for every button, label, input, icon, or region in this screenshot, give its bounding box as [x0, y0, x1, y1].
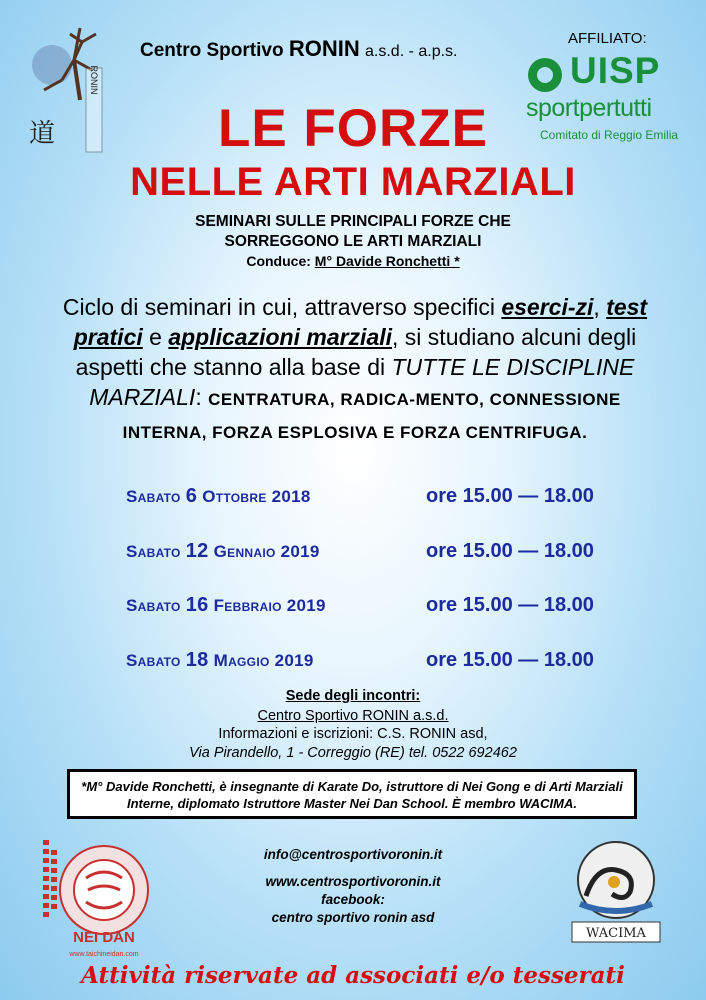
neidan-name: NEI DAN — [73, 929, 135, 946]
intro-italic-discipline: TUTTE LE DISCIPLINE MARZIALI — [89, 354, 635, 410]
contact-email[interactable]: info@centrosportivoronin.it — [263, 847, 443, 862]
intro-text-3: e — [142, 324, 169, 350]
venue-address: Via Pirandello, 1 - Correggio (RE) tel. 0522 692462 — [189, 745, 517, 761]
session-row — [126, 485, 646, 515]
venue-name: Centro Sportivo RONIN a.s.d. — [257, 708, 449, 724]
instructor-bio: *M° Davide Ronchetti, è insegnante di Karate Do, istruttore di Nei Gong e di Arti Marziali Interne, diplomato Istruttore Master Nei Dan School. È membro WACIMA. — [81, 779, 623, 811]
wacima-name: WACIMA — [586, 926, 646, 941]
session-row — [126, 540, 646, 570]
session-time: ore 15.00 — 18.00 — [426, 540, 594, 562]
wacima-logo — [566, 836, 666, 956]
uisp-tagline: sportpertutti — [526, 94, 652, 122]
contact-website[interactable]: www.centrosportivoronin.it — [265, 874, 441, 889]
affiliato-label: AFFILIATO: — [568, 30, 647, 47]
subtitle-line1: SEMINARI SULLE PRINCIPALI FORZE CHE — [195, 213, 511, 230]
organization-name — [140, 36, 540, 62]
intro-text-2: , — [593, 294, 607, 320]
intro-bold-applicazioni: applicazioni marziali — [168, 324, 393, 350]
ronin-vertical-text: RONIN — [89, 65, 99, 95]
facebook-label: facebook: — [321, 892, 385, 907]
intro-paragraph — [50, 292, 660, 448]
venue-info: Informazioni e iscrizioni: C.S. RONIN asd, — [218, 726, 488, 742]
intro-text-4: , si studiano alcuni degli aspetti che stanno alla base di — [75, 324, 637, 380]
dao-kanji: 道 — [28, 119, 56, 149]
org-name: RONIN — [288, 36, 360, 61]
session-time: ore 15.00 — 18.00 — [426, 649, 594, 671]
session-date: Sabato 6 Ottobre 2018 — [126, 485, 311, 507]
venue-title: Sede degli incontri: — [285, 688, 421, 704]
org-suffix: a.s.d. - a.p.s. — [365, 43, 458, 60]
contact-block — [200, 846, 506, 927]
conduce-line — [0, 253, 706, 269]
org-prefix: Centro Sportivo — [140, 40, 284, 61]
title-line1: LE FORZE — [217, 99, 489, 158]
session-row — [126, 594, 646, 624]
neidan-logo — [38, 830, 168, 965]
uisp-committee: Comitato di Reggio Emilia — [540, 128, 679, 142]
subtitle-line2: SORREGGONO LE ARTI MARZIALI — [224, 233, 482, 250]
neidan-url: www.taichineidan.com — [69, 951, 139, 958]
facebook-name: centro sportivo ronin asd — [271, 910, 435, 925]
instructor-bio-box — [67, 769, 637, 819]
conduce-label: Conduce: — [246, 253, 311, 269]
intro-text-5: : — [195, 384, 209, 410]
session-date: Sabato 12 Gennaio 2019 — [126, 540, 320, 562]
session-date: Sabato 18 Maggio 2019 — [126, 649, 314, 671]
uisp-name: UISP — [570, 50, 661, 91]
session-date: Sabato 16 Febbraio 2019 — [126, 594, 326, 616]
intro-bold-test-pratici: test pratici — [73, 294, 648, 350]
intro-text-1: Ciclo di seminari in cui, attraverso specifici — [62, 294, 502, 320]
conduce-name: M° Davide Ronchetti * — [314, 253, 460, 269]
session-row — [126, 649, 646, 679]
footer-note: Attività riservate ad associati e/o tesserati — [81, 962, 625, 989]
title-line2: NELLE ARTI MARZIALI — [130, 160, 576, 204]
uisp-circle-icon — [528, 58, 562, 92]
session-time: ore 15.00 — 18.00 — [426, 485, 594, 507]
subtitle — [0, 212, 706, 252]
intro-bold-esercizi: eserci-zi — [501, 294, 594, 320]
intro-forces-list: CENTRATURA, RADICA-MENTO, CONNESSIONE INTERNA, FORZA ESPLOSIVA E FORZA CENTRIFUGA. — [122, 390, 621, 442]
session-time: ore 15.00 — 18.00 — [426, 594, 594, 616]
